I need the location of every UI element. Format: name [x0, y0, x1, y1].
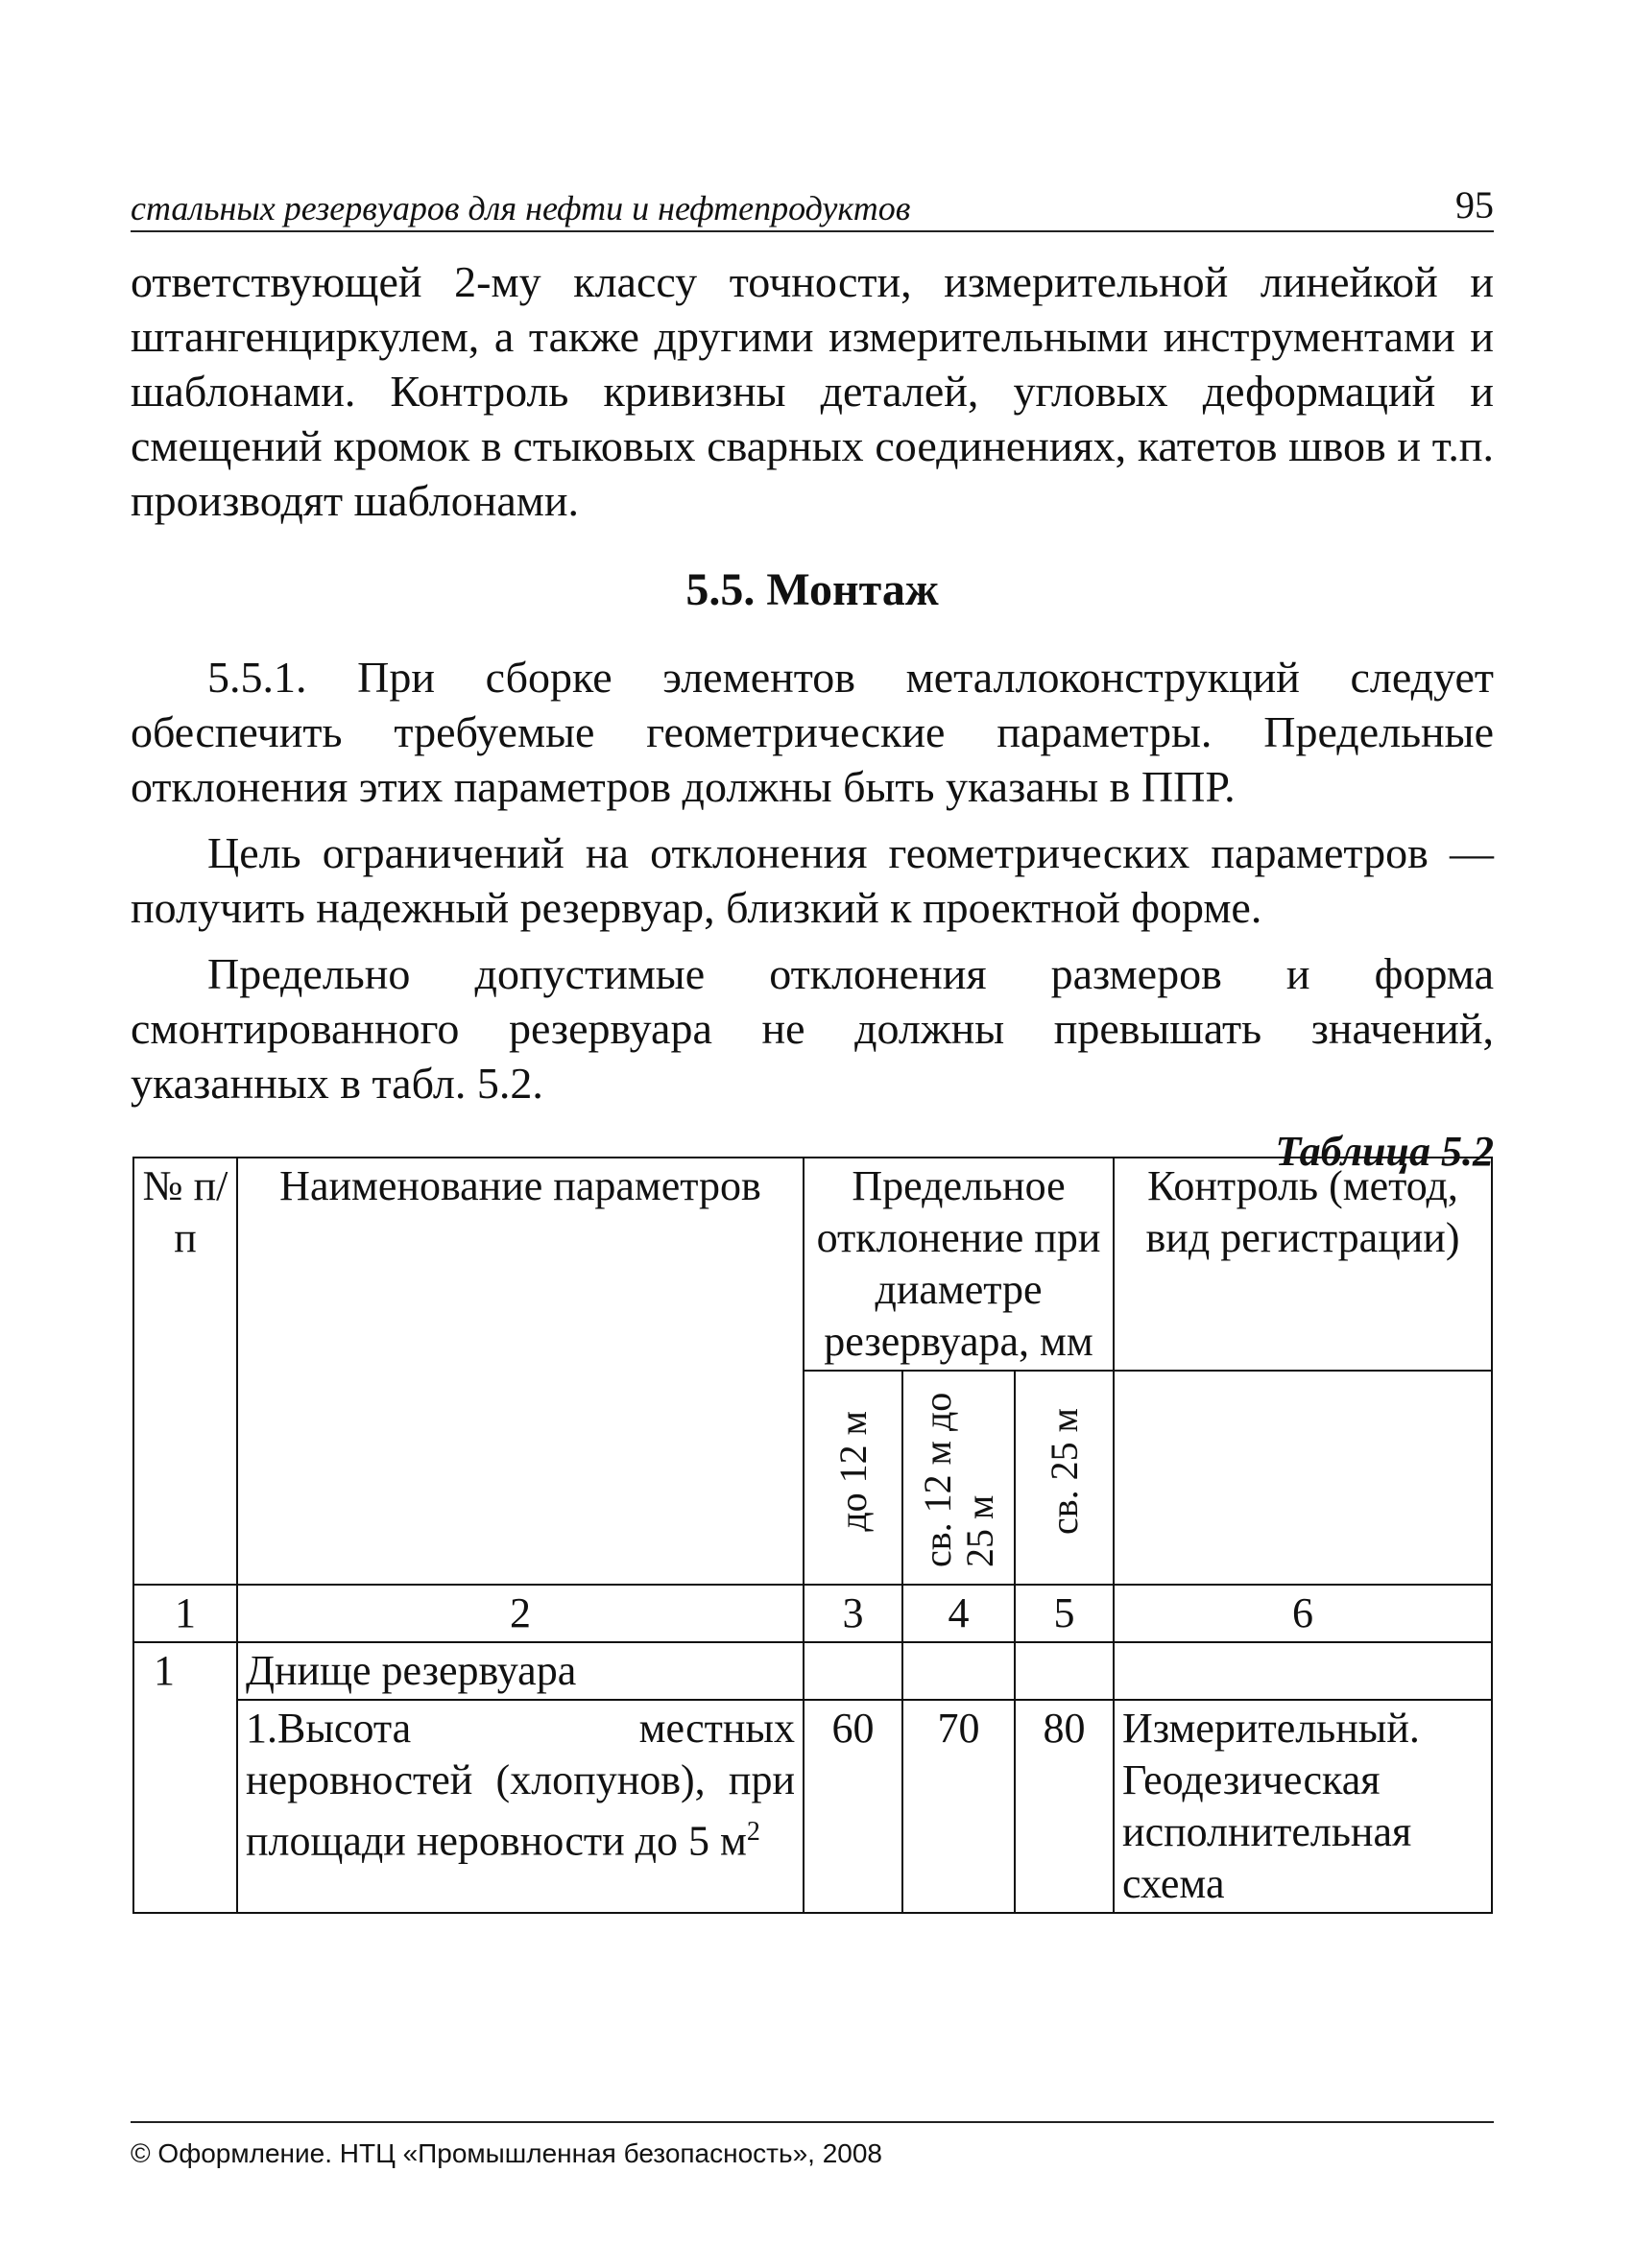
subheader-cell: [902, 1371, 1015, 1585]
group-row: [133, 1642, 1492, 1700]
table-caption: Таблица 5.2: [1275, 1128, 1494, 1175]
column-number: 1: [133, 1585, 237, 1642]
parameter-name-superscript: 2: [746, 1817, 760, 1847]
deviation-over-25: 80: [1015, 1700, 1114, 1913]
column-number: 6: [1114, 1585, 1492, 1642]
column-number: 4: [902, 1585, 1015, 1642]
empty-cell: [804, 1642, 902, 1700]
subheader-cell: [1015, 1371, 1114, 1585]
empty-cell: [1015, 1642, 1114, 1700]
group-number: 1: [133, 1642, 237, 1913]
column-number: 3: [804, 1585, 902, 1642]
column-number: 5: [1015, 1585, 1114, 1642]
paragraph-goal: Цель ограничений на отклонения геометрических параметров — получить надежный резервуар, близкий к проектной форме.: [131, 828, 1494, 932]
parameter-name-text: 1.Высота местных неровностей (хлопунов), при площади неровности до 5 м: [246, 1705, 795, 1865]
intro-paragraph: ответствующей 2-му классу точности, измерительной линейкой и штангенциркулем, а также другими измерительными инструментами и шаблонами. Контроль кривизны деталей, угловых деформаций и смещений кромок в стыковых сварных соединениях, катетов швов и т.п. производят шаблонами.: [131, 257, 1494, 525]
page-footer: © Оформление. НТЦ «Промышленная безопасность», 2008: [131, 2121, 1494, 2169]
paragraph-limits: Предельно допустимые отклонения размеров и форма смонтированного резервуара не должны превышать значений, указанных в табл. 5.2.: [131, 949, 1494, 1108]
section-title: 5.5. Монтаж: [685, 564, 939, 615]
subheader-upto-12: до 12 м: [830, 1411, 875, 1532]
running-title: стальных резервуаров для нефти и нефтепродуктов: [131, 189, 911, 227]
page-header: [131, 182, 1494, 232]
subheader-control-empty: [1114, 1371, 1492, 1585]
deviation-table: [132, 1157, 1493, 1914]
page-number: 95: [1455, 183, 1494, 227]
parameter-name: [237, 1700, 804, 1913]
subheader-12-25: св. 12 м до 25 м: [915, 1392, 1001, 1567]
header-deviation: Предельное отклонение при диаметре резервуара, мм: [804, 1158, 1114, 1371]
deviation-12-25: 70: [902, 1700, 1015, 1913]
column-number-row: [133, 1585, 1492, 1642]
subheader-cell: [804, 1371, 902, 1585]
subheader-over-25: св. 25 м: [1042, 1408, 1086, 1535]
control-method: Измерительный. Геодезическая исполнительная схема: [1114, 1700, 1492, 1913]
header-num: № п/п: [133, 1158, 237, 1585]
empty-cell: [902, 1642, 1015, 1700]
table-header-row: [133, 1158, 1492, 1371]
paragraph-5-5-1: 5.5.1. При сборке элементов металлоконструкций следует обеспечить требуемые геометрические параметры. Предельные отклонения этих параметров должны быть указаны в ППР.: [131, 653, 1494, 811]
group-name: Днище резервуара: [237, 1642, 804, 1700]
deviation-upto-12: 60: [804, 1700, 902, 1913]
header-name: Наименование параметров: [237, 1158, 804, 1585]
table-row: [133, 1700, 1492, 1913]
empty-cell: [1114, 1642, 1492, 1700]
column-number: 2: [237, 1585, 804, 1642]
header-control: Контроль (метод, вид регистрации): [1114, 1158, 1492, 1371]
body-text: [131, 254, 1494, 1179]
